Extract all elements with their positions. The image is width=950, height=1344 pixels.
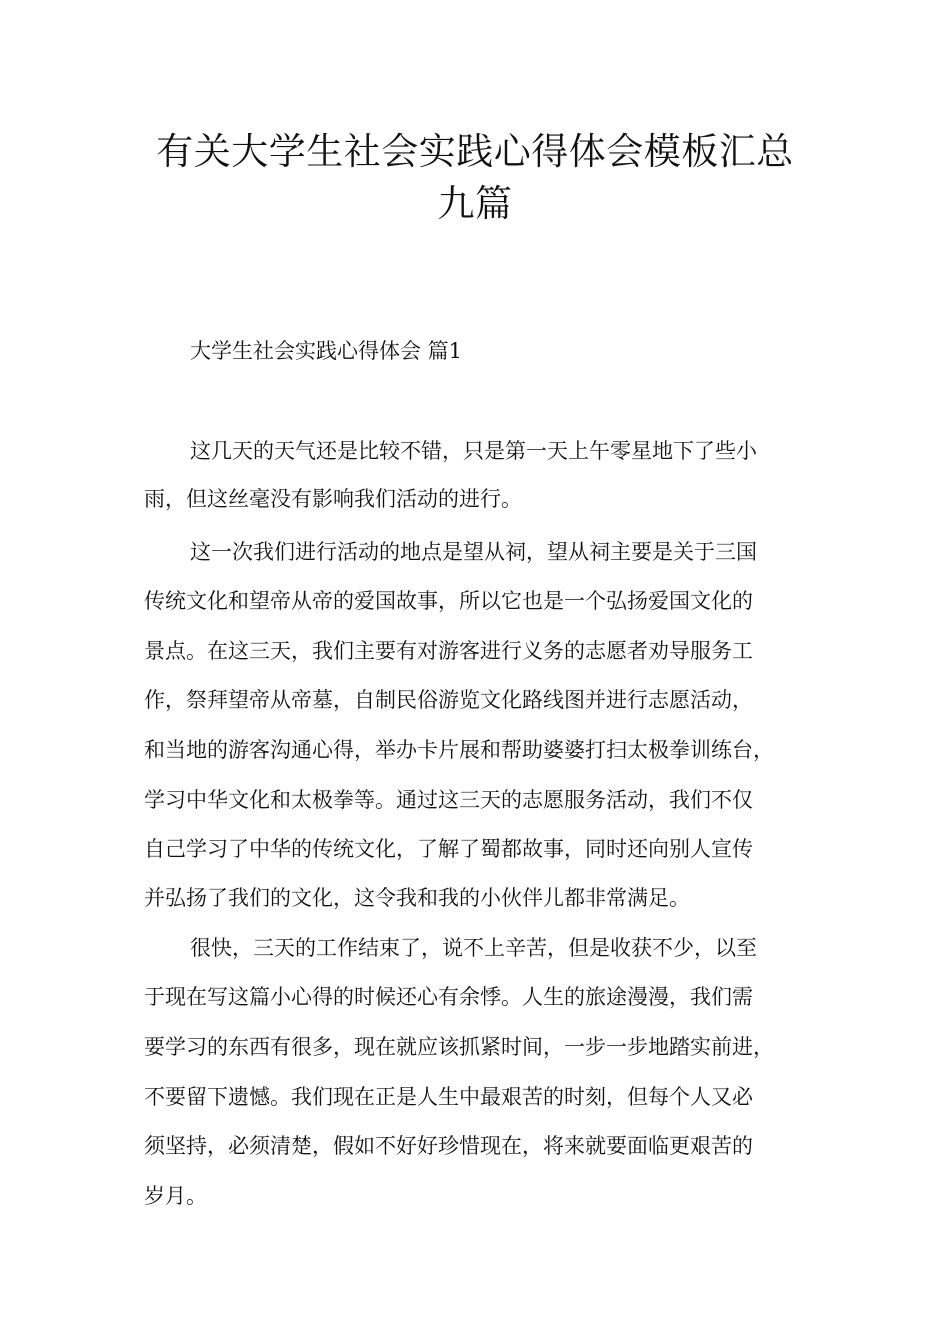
paragraph-line: 景点。在这三天，我们主要有对游客进行义务的志愿者劝导服务工 <box>144 639 753 663</box>
paragraph-line: 须坚持，必须清楚，假如不好好珍惜现在，将来就要面临更艰苦的 <box>144 1134 753 1158</box>
paragraph-line: 要学习的东西有很多，现在就应该抓紧时间，一步一步地踏实前进， <box>144 1035 774 1059</box>
paragraph-line: 学习中华文化和太极拳等。通过这三天的志愿服务活动，我们不仅 <box>144 788 753 812</box>
paragraph-line: 自己学习了中华的传统文化，了解了蜀都故事，同时还向别人宣传 <box>144 837 753 861</box>
paragraph-line: 这几天的天气还是比较不错，只是第一天上午零星地下了些小 <box>190 439 757 463</box>
paragraph-line: 传统文化和望帝从帝的爱国故事，所以它也是一个弘扬爱国文化的 <box>144 589 753 613</box>
paragraph-line: 和当地的游客沟通心得，举办卡片展和帮助婆婆打扫太极拳训练台， <box>144 738 774 762</box>
paragraph-line: 雨，但这丝毫没有影响我们活动的进行。 <box>144 487 522 511</box>
document-title-line-1: 有关大学生社会实践心得体会模板汇总 <box>156 130 794 173</box>
paragraph-line: 作，祭拜望帝从帝墓，自制民俗游览文化路线图并进行志愿活动， <box>144 688 753 712</box>
paragraph-line: 这一次我们进行活动的地点是望从祠，望从祠主要是关于三国 <box>190 540 757 564</box>
paragraph-line: 不要留下遗憾。我们现在正是人生中最艰苦的时刻，但每个人又必 <box>144 1085 753 1109</box>
document-title-line-2: 九篇 <box>437 182 513 225</box>
paragraph-line: 并弘扬了我们的文化，这令我和我的小伙伴儿都非常满足。 <box>144 886 690 910</box>
paragraph-line: 于现在写这篇小心得的时候还心有余悸。人生的旅途漫漫，我们需 <box>144 985 753 1009</box>
section-heading: 大学生社会实践心得体会 篇1 <box>190 339 463 363</box>
paragraph-line: 很快，三天的工作结束了，说不上辛苦，但是收获不少，以至 <box>190 936 757 960</box>
paragraph-line: 岁月。 <box>144 1184 207 1208</box>
